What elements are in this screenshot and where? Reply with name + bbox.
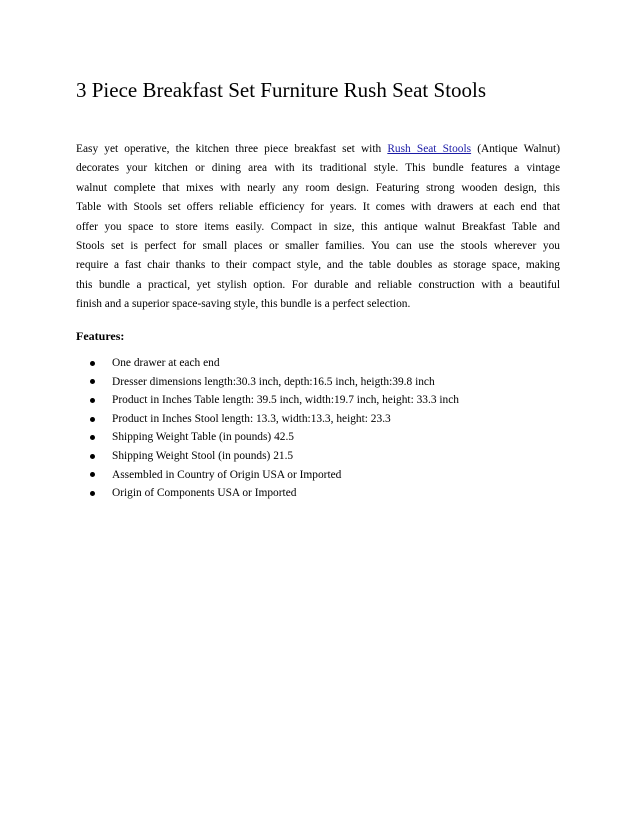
- list-item: [90, 410, 459, 429]
- paragraph-line: this bundle a practical, yet stylish option. For durable and reliable construction with a beautiful: [76, 278, 560, 291]
- feature-text: Dresser dimensions length:30.3 inch, depth:16.5 inch, heigth:39.8 inch: [112, 375, 435, 388]
- document-title: 3 Piece Breakfast Set Furniture Rush Seat Stools: [76, 78, 487, 102]
- paragraph-line: Stools set is perfect for small places or smaller families. You can use the stools wherever you: [76, 240, 560, 253]
- feature-text: Assembled in Country of Origin USA or Imported: [112, 468, 342, 481]
- list-item: [90, 428, 459, 447]
- bullet-icon: [90, 454, 95, 459]
- list-item: [90, 354, 459, 373]
- feature-text: Product in Inches Stool length: 13.3, width:13.3, height: 23.3: [112, 412, 391, 425]
- list-item: [90, 373, 459, 392]
- bullet-icon: [90, 491, 95, 496]
- description-paragraph: [76, 140, 560, 315]
- feature-text: Shipping Weight Stool (in pounds) 21.5: [112, 449, 294, 462]
- feature-text: Product in Inches Table length: 39.5 inch, width:19.7 inch, height: 33.3 inch: [112, 394, 459, 407]
- paragraph-text: (Antique Walnut): [471, 143, 561, 155]
- paragraph-line: decorates your kitchen or dining area with its traditional style. This bundle features a vintage: [76, 162, 560, 175]
- list-item: [90, 447, 459, 466]
- list-item: [90, 391, 459, 410]
- paragraph-line: finish and a superior space-saving style, this bundle is a perfect selection.: [76, 298, 411, 311]
- features-list: [90, 354, 459, 503]
- paragraph-line: Table with Stools set offers reliable efficiency for years. It comes with drawers at each end that: [76, 201, 560, 214]
- feature-text: Shipping Weight Table (in pounds) 42.5: [112, 431, 295, 444]
- list-item: [90, 466, 459, 485]
- paragraph-line: walnut complete that mixes with nearly any room design. Featuring strong wooden design, this: [76, 181, 560, 194]
- paragraph-line: offer you space to store items easily. Compact in size, this antique walnut Breakfast Table and: [76, 220, 560, 233]
- rush-seat-stools-link[interactable]: Rush Seat Stools: [387, 143, 472, 155]
- paragraph-line: require a fast chair thanks to their compact style, and the table doubles as storage space, making: [76, 259, 560, 272]
- bullet-icon: [90, 472, 95, 477]
- feature-text: Origin of Components USA or Imported: [112, 487, 297, 500]
- bullet-icon: [90, 361, 95, 366]
- paragraph-line: [76, 140, 560, 159]
- bullet-icon: [90, 435, 95, 440]
- feature-text: One drawer at each end: [112, 357, 220, 369]
- paragraph-text: Easy yet operative, the kitchen three piece breakfast set with: [76, 143, 388, 155]
- list-item: [90, 484, 459, 503]
- bullet-icon: [90, 379, 95, 384]
- features-heading: Features:: [76, 329, 125, 343]
- bullet-icon: [90, 398, 95, 403]
- bullet-icon: [90, 417, 95, 422]
